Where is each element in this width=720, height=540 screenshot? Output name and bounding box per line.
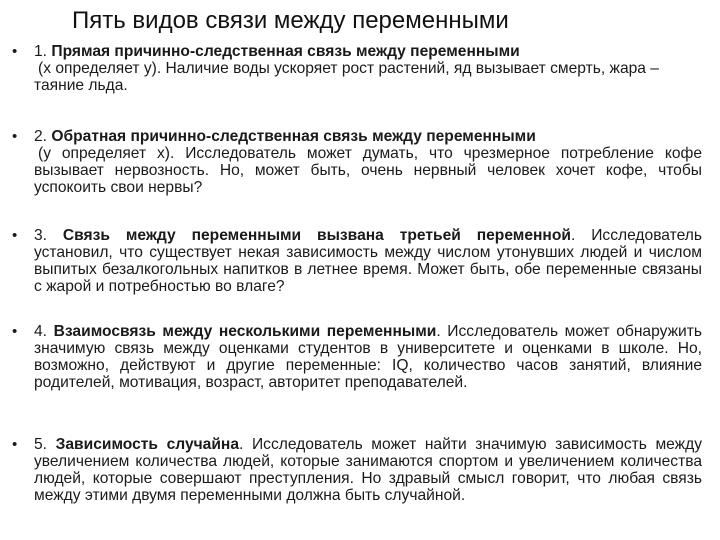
item-4-text	[34, 323, 702, 391]
item-5-number: 5.	[34, 436, 48, 453]
item-2-text	[34, 128, 702, 196]
item-4-heading: Взаимосвязь между несколькими переменными	[53, 323, 437, 340]
item-3-number: 3.	[34, 227, 48, 244]
bullet-icon: •	[12, 128, 18, 145]
item-3-heading: Связь между переменными вызвана третьей переменной	[62, 227, 571, 244]
item-1-heading: Прямая причинно-следственная связь между переменными	[51, 43, 520, 60]
bullet-icon: •	[12, 323, 18, 340]
item-4-heading-suffix: .	[436, 323, 441, 340]
item-1-number: 1.	[34, 43, 48, 60]
item-5-body: Исследователь может найти значимую зависимость между увеличением количества людей, которые занимаются спортом и увеличением количества людей, которые совершают преступления. Но здравый смысл говорит, что любая связь между этими двумя переменными должна быть случайной.	[34, 436, 702, 504]
item-1-body: (x определяет y). Наличие воды ускоряет рост растений, яд вызывает смерть, жара – таяние льда.	[34, 60, 659, 94]
item-5-text	[34, 436, 702, 504]
slide-title: Пять видов связи между переменными	[72, 7, 509, 34]
bullet-icon: •	[12, 43, 18, 60]
item-5-heading: Зависимость случайна	[55, 436, 240, 453]
item-2-body: (y определяет x). Исследователь может думать, что чрезмерное потребление кофе вызывает нервозность. Но, может быть, очень нервный человек хочет кофе, чтобы успокоить свои нервы?	[34, 145, 702, 196]
item-3-body: Исследователь установил, что существует некая зависимость между числом утонувших людей и числом выпитых безалкогольных напитков в летнее время. Может быть, обе переменные связаны с жарой и потребностью во влаге?	[34, 227, 702, 295]
item-4-number: 4.	[34, 323, 48, 340]
item-2-heading: Обратная причинно-следственная связь между переменными	[51, 128, 536, 145]
bullet-icon: •	[12, 227, 18, 244]
item-3-heading-suffix: .	[570, 227, 576, 244]
item-5-heading-suffix: .	[239, 436, 244, 453]
item-3-text	[34, 227, 702, 295]
item-1-text	[34, 43, 702, 94]
item-4-body: Исследователь может обнаружить значимую связь между оценками студентов в университете и оценками в школе. Но, возможно, действуют и другие переменные: IQ, количество часов занятий, влияние родителей, мотивация, возраст, авторитет преподавателей.	[34, 323, 702, 391]
bullet-icon: •	[12, 436, 18, 453]
item-2-number: 2.	[34, 128, 48, 145]
